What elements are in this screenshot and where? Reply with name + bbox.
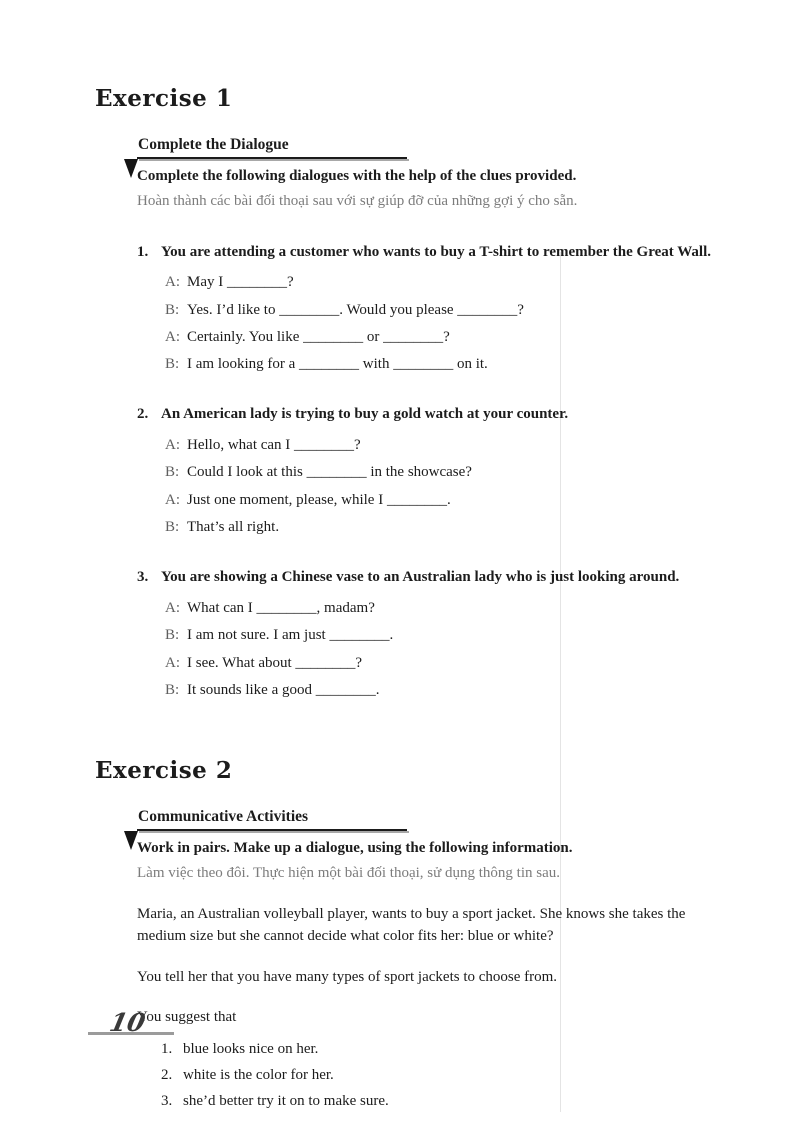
dialogue-text: Could I look at this ________ in the showcase?: [187, 464, 472, 481]
section-header: Complete the Dialogue: [138, 136, 289, 153]
exercise-1-title: Exercise 1: [95, 85, 233, 112]
instruction-english: Work in pairs. Make up a dialogue, using the following information.: [137, 840, 573, 857]
suggestion-text: blue looks nice on her.: [183, 1040, 319, 1057]
speaker-label: B:: [165, 356, 180, 373]
triangle-down-icon: [124, 159, 138, 178]
dialogue-text: What can I ________, madam?: [187, 600, 375, 617]
item-number: 2.: [137, 406, 149, 423]
speaker-label: A:: [165, 654, 180, 671]
dialogue-line: [165, 272, 762, 293]
suggestion-number: 2.: [161, 1067, 173, 1084]
item-heading: [137, 404, 762, 426]
exercise-1: [95, 85, 800, 701]
dialogue-line: [165, 680, 762, 701]
dialogue-item-2: [137, 404, 762, 538]
scenario-paragraph: Maria, an Australian volleyball player, wants to buy a sport jacket. She knows she takes the medium size but she cannot decide what color fits her: blue or white?: [137, 905, 686, 945]
item-prompt: You are attending a customer who wants to buy a T-shirt to remember the Great Wall.: [161, 243, 711, 260]
suggestion-item: [161, 1091, 762, 1112]
speaker-label: B:: [165, 627, 180, 644]
suggestion-number: 1.: [161, 1040, 173, 1057]
speaker-label: A:: [165, 600, 180, 617]
dialogue-text: Yes. I’d like to ________. Would you please ________?: [187, 301, 524, 318]
item-number: 1.: [137, 243, 149, 260]
dialogue-line: [165, 653, 762, 674]
dialogue-text: That’s all right.: [187, 519, 280, 536]
section-rule: [137, 157, 407, 159]
speaker-label: A:: [165, 274, 180, 291]
dialogue-block: [165, 598, 762, 701]
dialogue-text: I see. What about ________?: [187, 654, 363, 671]
instruction-vietnamese: Làm việc theo đôi. Thực hiện một bài đối thoại, sử dụng thông tin sau.: [137, 865, 561, 882]
dialogue-text: I am not sure. I am just ________.: [187, 627, 394, 644]
instruction-vietnamese: Hoàn thành các bài đối thoại sau với sự giúp đỡ của những gợi ý cho sẵn.: [137, 192, 578, 209]
item-number: 3.: [137, 569, 149, 586]
dialogue-line: [165, 598, 762, 619]
exercise-2: [95, 757, 800, 1112]
speaker-label: A:: [165, 328, 180, 345]
dialogue-text: Just one moment, please, while I ________.: [187, 491, 451, 508]
suggestion-number: 3.: [161, 1093, 173, 1110]
suggestion-list: [161, 1039, 762, 1113]
suggestion-item: [161, 1065, 762, 1086]
dialogue-item-1: [137, 242, 762, 376]
dialogue-line: [165, 327, 762, 348]
page-number: 10: [106, 1008, 148, 1037]
dialogue-block: [165, 435, 762, 538]
speaker-label: B:: [165, 682, 180, 699]
exercise-2-title: Exercise 2: [95, 757, 233, 785]
dialogue-line: [165, 435, 762, 456]
dialogue-item-3: [137, 567, 762, 701]
dialogue-line: [165, 517, 762, 538]
scenario-paragraph: You tell her that you have many types of sport jackets to choose from.: [137, 968, 558, 985]
page-footer: [88, 1008, 198, 1048]
dialogue-block: [165, 272, 762, 375]
scenario-paragraph: You suggest that: [137, 1009, 237, 1026]
speaker-label: B:: [165, 464, 180, 481]
item-heading: [137, 567, 762, 589]
section-rule: [137, 829, 407, 831]
instruction-english: Complete the following dialogues with the help of the clues provided.: [137, 168, 577, 184]
dialogue-line: [165, 300, 762, 321]
section-header: Communicative Activities: [138, 808, 309, 826]
speaker-label: A:: [165, 491, 180, 508]
item-prompt: An American lady is trying to buy a gold watch at your counter.: [161, 406, 569, 423]
triangle-down-icon: [124, 831, 138, 850]
dialogue-text: May I ________?: [187, 274, 294, 291]
dialogue-text: It sounds like a good ________.: [187, 682, 380, 699]
speaker-label: B:: [165, 301, 180, 318]
dialogue-text: Hello, what can I ________?: [187, 437, 361, 454]
speaker-label: A:: [165, 437, 180, 454]
dialogue-text: Certainly. You like ________ or ________?: [187, 328, 450, 345]
dialogue-line: [165, 490, 762, 511]
exercise-2-section: [137, 808, 762, 1112]
exercise-1-section: [137, 136, 762, 701]
dialogue-line: [165, 354, 762, 375]
item-prompt: You are showing a Chinese vase to an Australian lady who is just looking around.: [161, 569, 680, 586]
suggestion-item: [161, 1039, 762, 1060]
dialogue-text: I am looking for a ________ with ________ on it.: [187, 356, 488, 373]
item-heading: [137, 242, 762, 264]
suggestion-text: white is the color for her.: [183, 1067, 334, 1084]
speaker-label: B:: [165, 519, 180, 536]
dialogue-line: [165, 625, 762, 646]
suggestion-text: she’d better try it on to make sure.: [183, 1093, 389, 1110]
dialogue-line: [165, 462, 762, 483]
